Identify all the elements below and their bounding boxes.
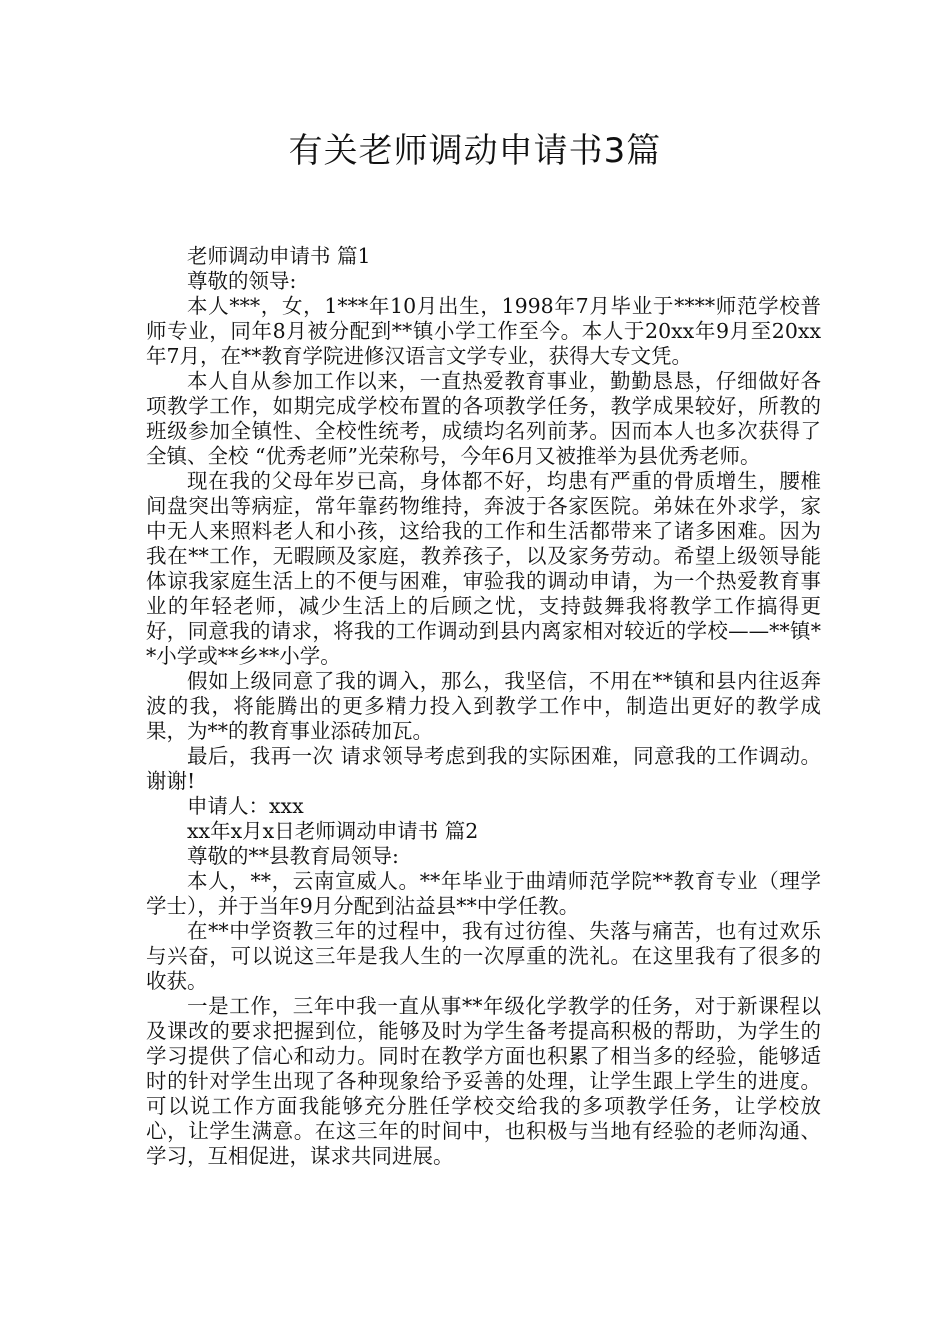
paragraph: 最后，我再一次 请求领导考虑到我的实际困难，同意我的工作调动。谢谢! [146, 744, 821, 793]
signature-line: 申请人：xxx [187, 794, 304, 818]
date-and-section-heading-2: xx年x月x日老师调动申请书 篇2 [187, 819, 479, 843]
paragraph: 在**中学资教三年的过程中，我有过彷徨、失落与痛苦，也有过欢乐与兴奋，可以说这三年是我人生的一次厚重的洗礼。在这里我有了很多的收获。 [146, 919, 821, 993]
salutation-1: 尊敬的领导: [187, 269, 297, 293]
document-title: 有关老师调动申请书3篇 [288, 131, 662, 171]
section-heading-1: 老师调动申请书 篇1 [187, 244, 371, 268]
paragraph: 本人自从参加工作以来，一直热爱教育事业，勤勤恳恳，仔细做好各项教学工作，如期完成学校布置的各项教学任务，教学成果较好，所教的班级参加全镇性、全校性统考，成绩均名列前茅。因而本人也多次获得了全镇、全校 “优秀老师”光荣称号，今年6月又被推举为县优秀老师。 [146, 369, 821, 468]
paragraph: 本人***，女，1***年10月出生，1998年7月毕业于****师范学校普师专业，同年8月被分配到**镇小学工作至今。本人于20xx年9月至20xx年7月，在**教育学院进修汉语言文学专业，获得大专文凭。 [146, 294, 821, 368]
document-body [146, 244, 821, 1169]
paragraph: 假如上级同意了我的调入，那么，我坚信，不用在**镇和县内往返奔波的我，将能腾出的更多精力投入到教学工作中，制造出更好的教学成果，为**的教育事业添砖加瓦。 [146, 669, 821, 743]
paragraph: 本人，**，云南宣威人。**年毕业于曲靖师范学院**教育专业（理学学士），并于当年9月分配到沾益县**中学任教。 [146, 869, 821, 918]
paragraph: 一是工作，三年中我一直从事**年级化学教学的任务，对于新课程以及课改的要求把握到位，能够及时为学生备考提高积极的帮助，为学生的学习提供了信心和动力。同时在教学方面也积累了相当多的经验，能够适时的针对学生出现了各种现象给予妥善的处理，让学生跟上学生的进度。可以说工作方面我能够充分胜任学校交给我的多项教学任务，让学校放心，让学生满意。在这三年的时间中，也积极与当地有经验的老师沟通、学习，互相促进，谋求共同进展。 [146, 994, 821, 1168]
salutation-2: 尊敬的**县教育局领导: [187, 844, 399, 868]
paragraph: 现在我的父母年岁已高，身体都不好，均患有严重的骨质增生，腰椎间盘突出等病症，常年靠药物维持，奔波于各家医院。弟妹在外求学，家中无人来照料老人和小孩，这给我的工作和生活都带来了诸多困难。因为我在**工作，无暇顾及家庭，教养孩子，以及家务劳动。希望上级领导能体谅我家庭生活上的不便与困难，审验我的调动申请，为一个热爱教育事业的年轻老师，减少生活上的后顾之忧，支持鼓舞我将教学工作搞得更好，同意我的请求，将我的工作调动到县内离家相对较近的学校——**镇**小学或**乡**小学。 [146, 469, 821, 668]
